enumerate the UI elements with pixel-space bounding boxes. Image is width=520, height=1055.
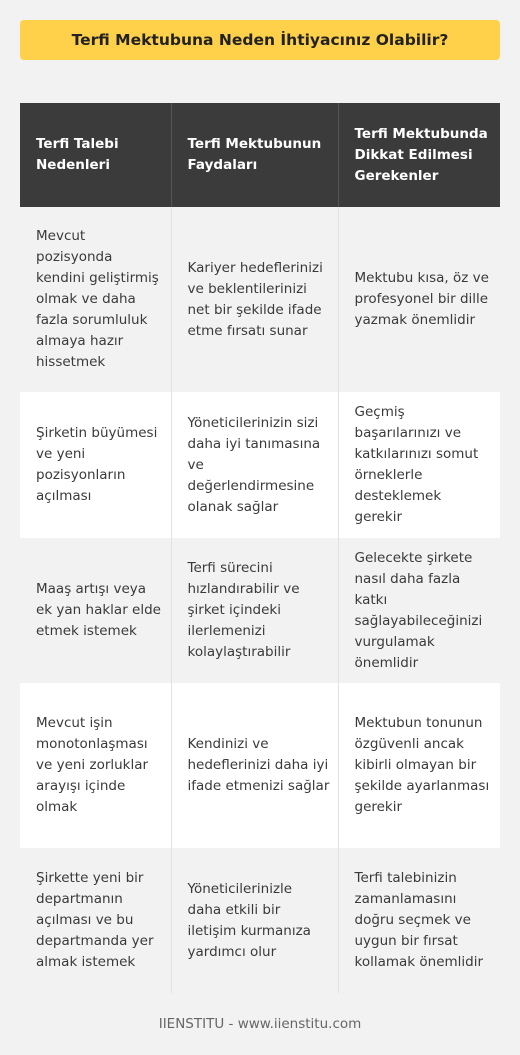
table-cell: Terfi talebinizin zamanlamasını doğru seçmek ve uygun bir fırsat kollamak önemlidir (338, 848, 500, 993)
table-row (20, 848, 500, 993)
table-row (20, 392, 500, 538)
table-row (20, 683, 500, 848)
table-header-row (20, 103, 500, 207)
table-cell: Mektubu kısa, öz ve profesyonel bir dille yazmak önemlidir (338, 207, 500, 392)
page-title: Terfi Mektubuna Neden İhtiyacınız Olabilir? (20, 20, 500, 60)
table-cell: Mevcut işin monotonlaşması ve yeni zorluklar arayışı içinde olmak (20, 683, 171, 848)
table-cell: Kendinizi ve hedeflerinizi daha iyi ifade etmenizi sağlar (171, 683, 338, 848)
column-header-considerations: Terfi Mektubunda Dikkat Edilmesi Gerekenler (338, 103, 500, 207)
table-cell: Kariyer hedeflerinizi ve beklentilerinizi net bir şekilde ifade etme fırsatı sunar (171, 207, 338, 392)
table-cell: Mevcut pozisyonda kendini geliştirmiş olmak ve daha fazla sorumluluk almaya hazır hissetmek (20, 207, 171, 392)
column-header-reasons: Terfi Talebi Nedenleri (20, 103, 171, 207)
table-cell: Terfi sürecini hızlandırabilir ve şirket içindeki ilerlemenizi kolaylaştırabilir (171, 538, 338, 683)
table-cell: Mektubun tonunun özgüvenli ancak kibirli olmayan bir şekilde ayarlanması gerekir (338, 683, 500, 848)
table-row (20, 538, 500, 683)
table-cell: Gelecekte şirkete nasıl daha fazla katkı sağlayabileceğinizi vurgulamak önemlidir (338, 538, 500, 683)
column-header-benefits: Terfi Mektubunun Faydaları (171, 103, 338, 207)
table-cell: Şirkette yeni bir departmanın açılması ve bu departmanda yer almak istemek (20, 848, 171, 993)
table-row (20, 207, 500, 392)
comparison-table (20, 103, 500, 993)
table-cell: Maaş artışı veya ek yan haklar elde etmek istemek (20, 538, 171, 683)
table-cell: Yöneticilerinizle daha etkili bir iletişim kurmanıza yardımcı olur (171, 848, 338, 993)
table-cell: Geçmiş başarılarınızı ve katkılarınızı somut örneklerle desteklemek gerekir (338, 392, 500, 538)
footer-credit: IIENSTITU - www.iienstitu.com (158, 1016, 362, 1032)
table-cell: Yöneticilerinizin sizi daha iyi tanımasına ve değerlendirmesine olanak sağlar (171, 392, 338, 538)
table-cell: Şirketin büyümesi ve yeni pozisyonların açılması (20, 392, 171, 538)
